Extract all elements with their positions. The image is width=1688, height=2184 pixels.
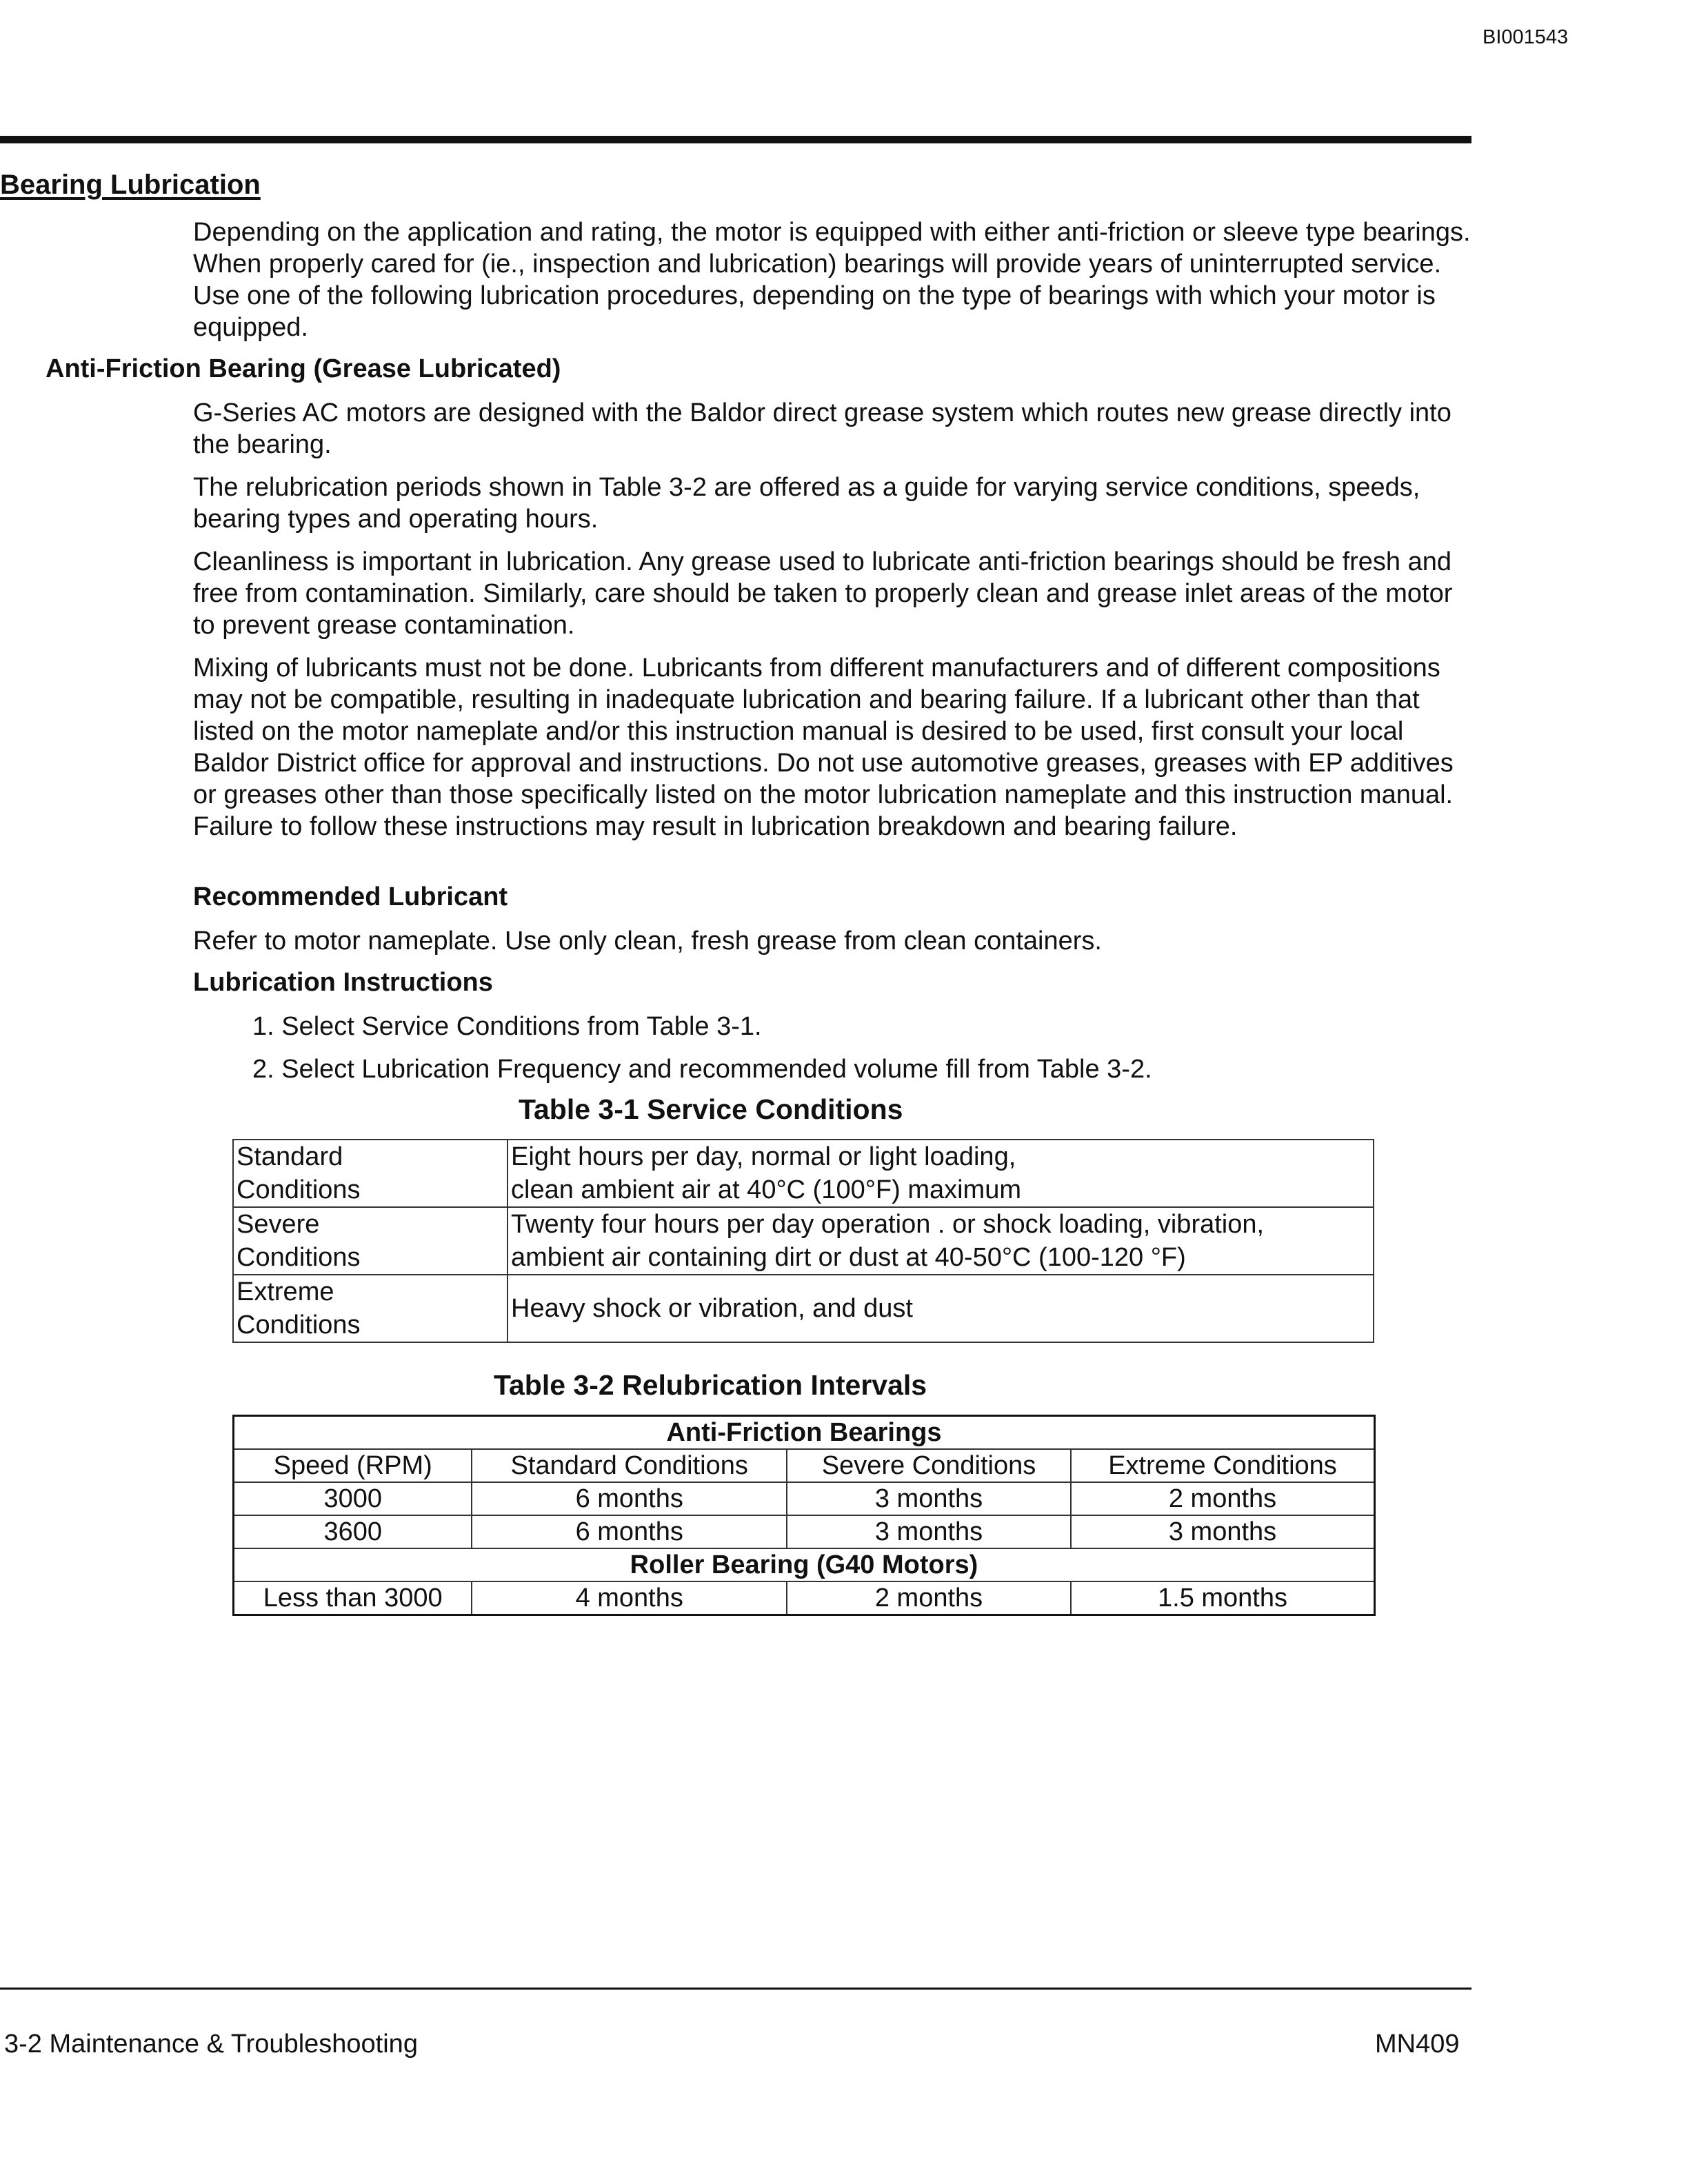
column-header: Standard Conditions (472, 1449, 787, 1482)
table-cell: 3000 (234, 1482, 472, 1515)
table-row (234, 1416, 1375, 1450)
cell-line: Eight hours per day, normal or light loading, (511, 1142, 1016, 1171)
table-group-header: Anti-Friction Bearings (234, 1416, 1375, 1450)
list-item: 2. Select Lubrication Frequency and recommended volume fill from Table 3-2. (252, 1055, 1152, 1084)
paragraph-1: G-Series AC motors are designed with the Baldor direct grease system which routes new grease directly into the bearing. (193, 398, 1451, 459)
paragraph-4: Mixing of lubricants must not be done. Lubricants from different manufacturers and of different compositions may not be compatible, resulting in inadequate lubrication and bearing failure. If a lubricant other than that listed on the motor nameplate and/or this instruction manual is desired to be used, first consult your local Baldor District office for approval and instructions. Do not use automotive greases, greases with EP additives or greases other than those specifically listed on the motor lubrication nameplate and this instruction manual. Failure to follow these instructions may result in lubrication breakdown and bearing failure. (193, 654, 1454, 841)
intro-paragraph: Depending on the application and rating, the motor is equipped with either anti-friction or sleeve type bearings. When properly cared for (ie., inspection and lubrication) bearings will provide years of uninterrupted service. Use one of the following lubrication procedures, depending on the type of bearings with which your motor is equipped. (193, 218, 1471, 342)
cell-line: Conditions (237, 1243, 361, 1272)
cell-line: Conditions (237, 1175, 361, 1204)
recommended-text: Refer to motor nameplate. Use only clean, fresh grease from clean containers. (193, 927, 1102, 956)
table2-caption: Table 3-2 Relubrication Intervals (494, 1369, 927, 1401)
table-cell: 4 months (472, 1581, 787, 1615)
cell-line: Conditions (237, 1311, 361, 1339)
footer-manual-number: MN409 (1375, 2030, 1460, 2059)
table-row (233, 1140, 1374, 1207)
table-cell: 3 months (787, 1515, 1071, 1548)
table-cell (508, 1140, 1374, 1207)
table-cell: 2 months (787, 1581, 1071, 1615)
cell-line: Standard (237, 1142, 343, 1171)
relubrication-intervals-table (232, 1415, 1376, 1616)
table-row (234, 1482, 1375, 1515)
table-cell: 3 months (787, 1482, 1071, 1515)
recommended-heading: Recommended Lubricant (193, 882, 508, 911)
table-cell (508, 1207, 1374, 1275)
table-cell: 2 months (1071, 1482, 1374, 1515)
bottom-rule (0, 1988, 1471, 1990)
table-cell: 1.5 months (1071, 1581, 1374, 1615)
column-header: Speed (RPM) (234, 1449, 472, 1482)
table-cell: 6 months (472, 1515, 787, 1548)
cell-line: clean ambient air at 40°C (100°F) maximum (511, 1175, 1021, 1204)
subsection-title: Anti-Friction Bearing (Grease Lubricated) (46, 354, 561, 383)
table-row (234, 1581, 1375, 1615)
paragraph-3: Cleanliness is important in lubrication. Any grease used to lubricate anti-friction bearings should be fresh and free from contamination. Similarly, care should be taken to properly clean and grease inlet areas of the motor to prevent grease contamination. (193, 547, 1453, 640)
list-item: 1. Select Service Conditions from Table 3-1. (252, 1012, 762, 1041)
table-cell: 6 months (472, 1482, 787, 1515)
table-cell: 3600 (234, 1515, 472, 1548)
table-cell: 3 months (1071, 1515, 1374, 1548)
table-row (234, 1515, 1375, 1548)
section-title: Bearing Lubrication (0, 170, 261, 200)
table-row (233, 1207, 1374, 1275)
table-cell (233, 1275, 508, 1342)
column-header: Severe Conditions (787, 1449, 1071, 1482)
column-header: Extreme Conditions (1071, 1449, 1374, 1482)
table-group-header: Roller Bearing (G40 Motors) (234, 1548, 1375, 1581)
cell-line: Twenty four hours per day operation . or shock loading, vibration, (511, 1210, 1265, 1239)
table-header-row (234, 1449, 1375, 1482)
cell-line: Extreme (237, 1277, 334, 1306)
table-cell (233, 1140, 508, 1207)
cell-line: Heavy shock or vibration, and dust (511, 1294, 913, 1323)
cell-line: Severe (237, 1210, 320, 1239)
table1-caption: Table 3-1 Service Conditions (519, 1093, 903, 1125)
table-row (233, 1275, 1374, 1342)
service-conditions-table (232, 1139, 1374, 1343)
table-cell (508, 1275, 1374, 1342)
cell-line: ambient air containing dirt or dust at 40-50°C (100-120 °F) (511, 1243, 1186, 1272)
document-id: BI001543 (1483, 26, 1569, 48)
footer-page-label: 3-2 Maintenance & Troubleshooting (4, 2030, 418, 2059)
instructions-heading: Lubrication Instructions (193, 968, 493, 997)
top-rule (0, 136, 1471, 143)
table-cell: Less than 3000 (234, 1581, 472, 1615)
table-cell (233, 1207, 508, 1275)
table-row (234, 1548, 1375, 1581)
paragraph-2: The relubrication periods shown in Table 3-2 are offered as a guide for varying service conditions, speeds, bearing types and operating hours. (193, 473, 1420, 534)
